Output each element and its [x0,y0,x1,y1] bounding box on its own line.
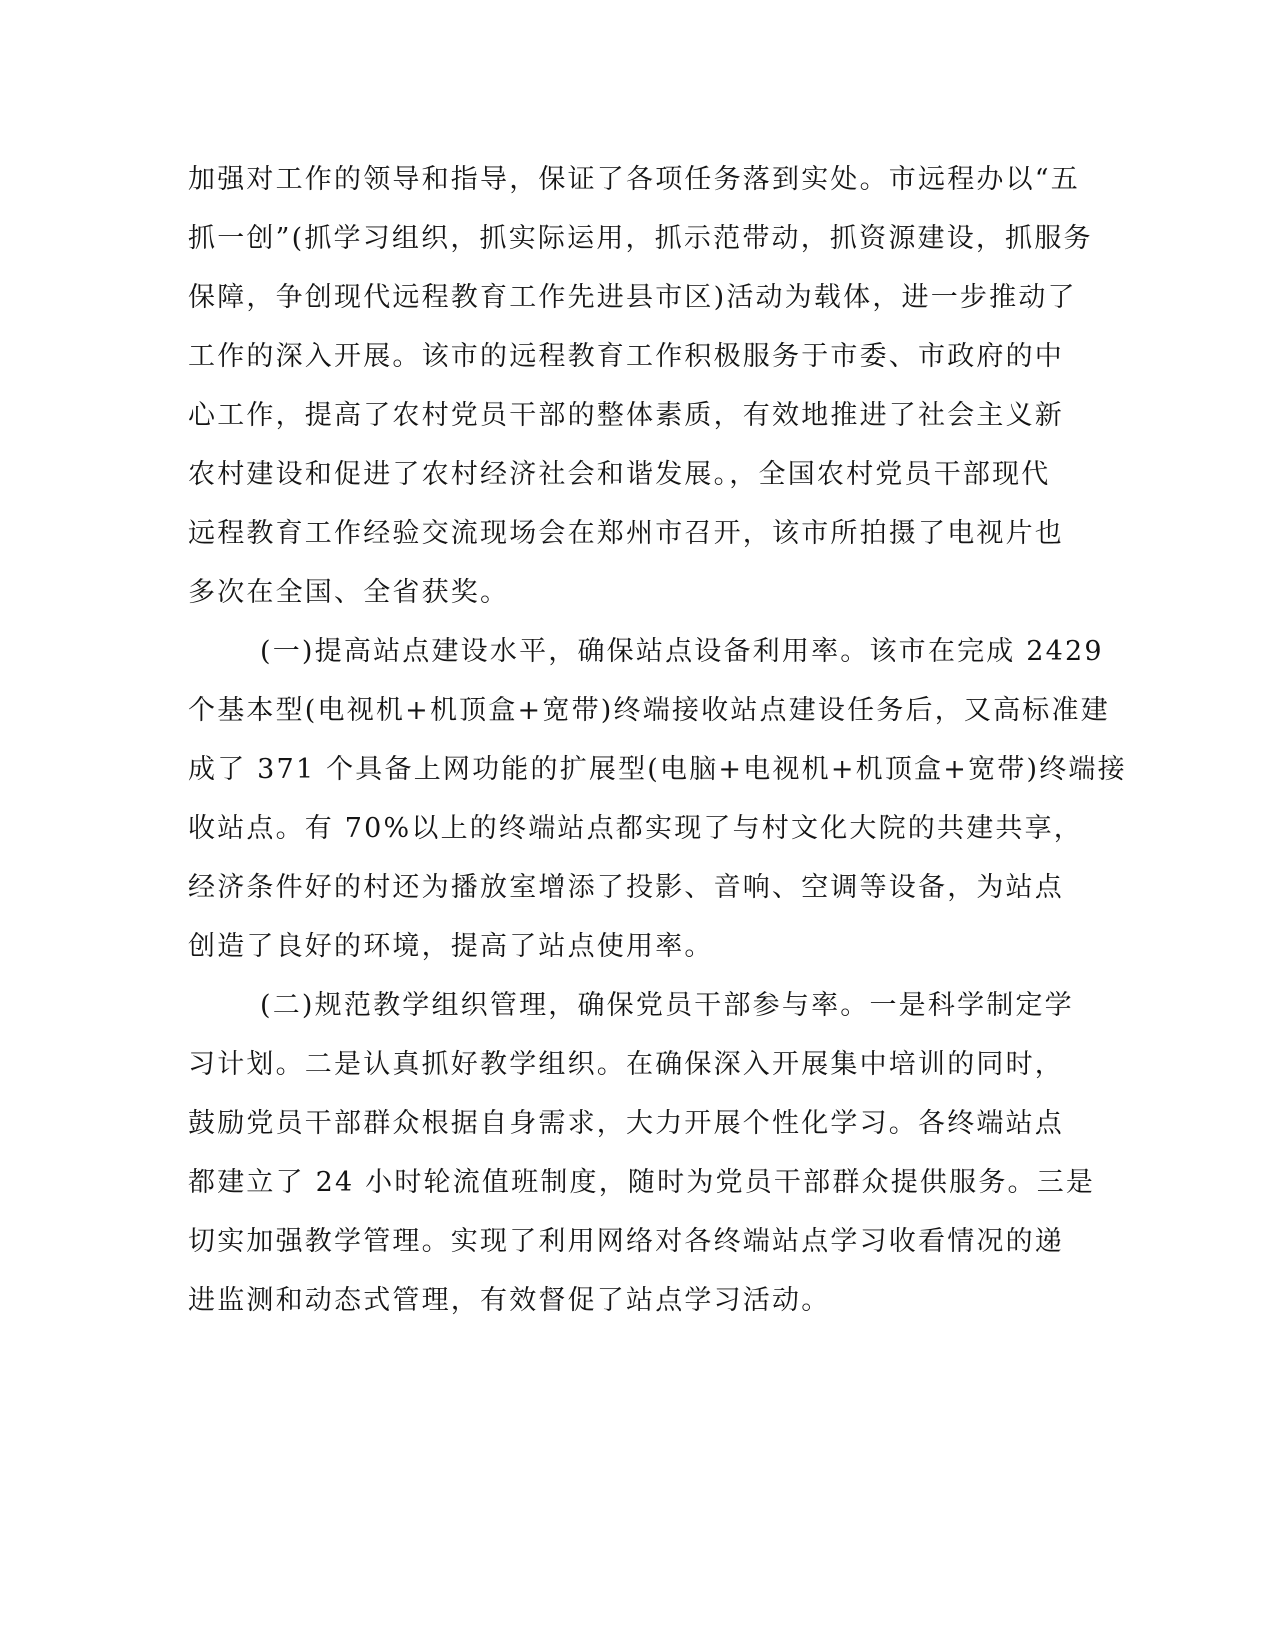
text-line: 多次在全国、全省获奖。 [188,577,510,608]
text-line: 经济条件好的村还为播放室增添了投影、音响、空调等设备，为站点 [188,872,1064,903]
text-line: 习计划。二是认真抓好教学组织。在确保深入开展集中培训的同时， [188,1049,1064,1080]
text-line: 心工作，提高了农村党员干部的整体素质，有效地推进了社会主义新 [188,400,1064,431]
text-line: 进监测和动态式管理，有效督促了站点学习活动。 [188,1285,831,1316]
text-line: 个基本型(电视机+机顶盒+宽带)终端接收站点建设任务后，又高标准建 [188,695,1110,726]
paragraph-heading-2: (二)规范教学组织管理，确保党员干部参与率。一是科学制定学 [260,990,1074,1021]
text-line: 成了 371 个具备上网功能的扩展型(电脑+电视机+机顶盒+宽带)终端接 [188,754,1127,785]
text-line: 加强对工作的领导和指导，保证了各项任务落到实处。市远程办以“五 [188,164,1081,195]
text-line: 远程教育工作经验交流现场会在郑州市召开，该市所拍摄了电视片也 [188,518,1064,549]
text-line: 农村建设和促进了农村经济社会和谐发展。，全国农村党员干部现代 [188,459,1051,490]
text-line: 工作的深入开展。该市的远程教育工作积极服务于市委、市政府的中 [188,341,1064,372]
text-line: 保障，争创现代远程教育工作先进县市区)活动为载体，进一步推动了 [188,282,1077,313]
paragraph-heading-1: (一)提高站点建设水平，确保站点设备利用率。该市在完成 2429 [260,636,1104,667]
text-line: 收站点。有 70%以上的终端站点都实现了与村文化大院的共建共享， [188,813,1083,844]
text-line: 切实加强教学管理。实现了利用网络对各终端站点学习收看情况的递 [188,1226,1064,1257]
text-line: 抓一创”(抓学习组织，抓实际运用，抓示范带动，抓资源建设，抓服务 [188,223,1093,254]
text-line: 鼓励党员干部群众根据自身需求，大力开展个性化学习。各终端站点 [188,1108,1064,1139]
text-line: 都建立了 24 小时轮流值班制度，随时为党员干部群众提供服务。三是 [188,1167,1096,1198]
text-line: 创造了良好的环境，提高了站点使用率。 [188,931,714,962]
